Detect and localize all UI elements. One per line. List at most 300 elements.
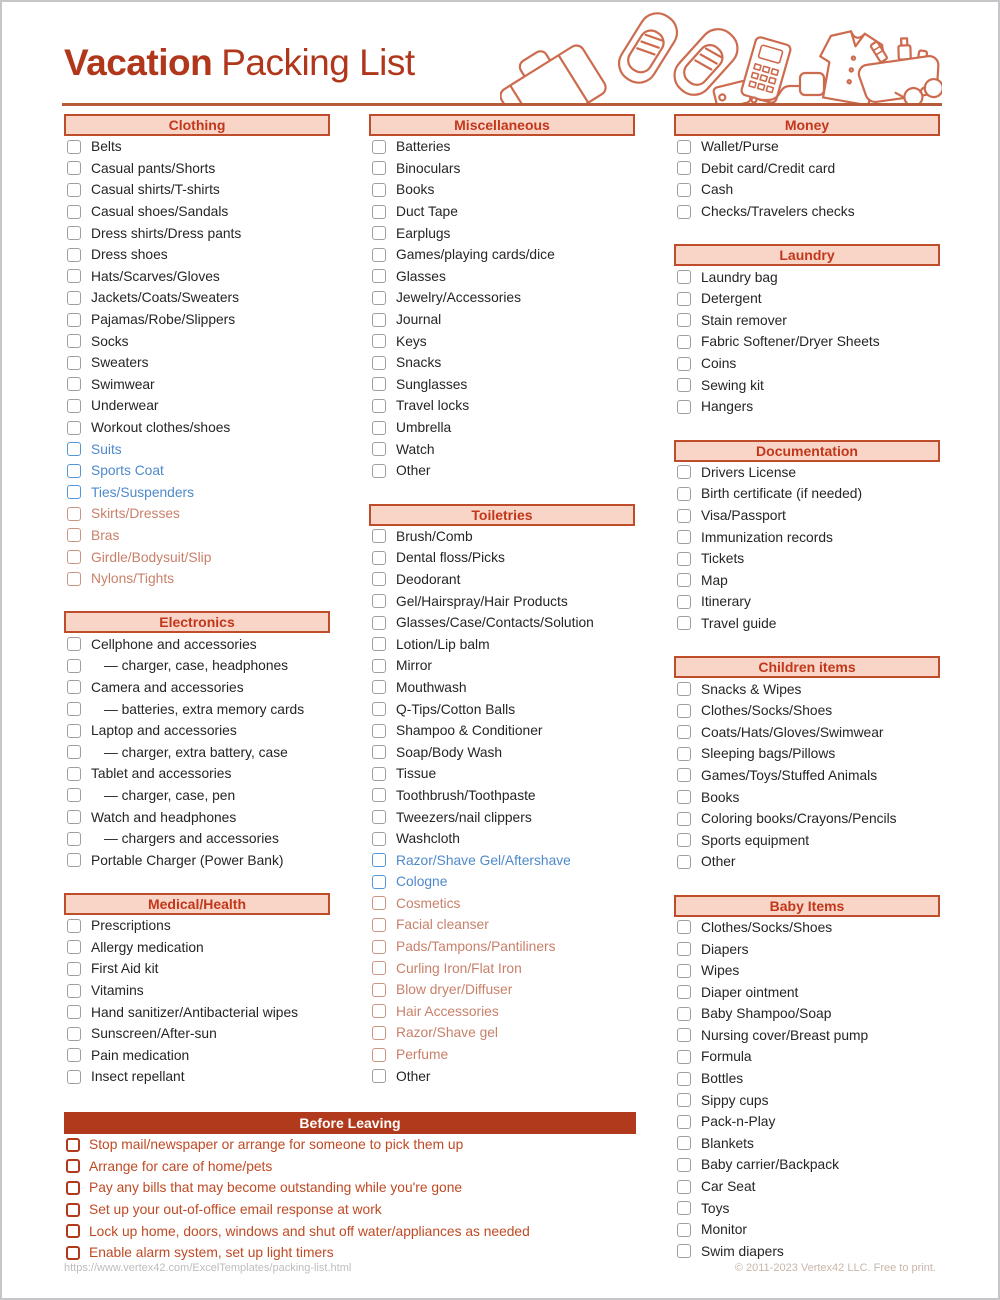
checkbox[interactable] — [677, 270, 691, 284]
checkbox[interactable] — [67, 550, 81, 564]
checklist-item — [64, 958, 330, 980]
before-leaving-title: Before Leaving — [64, 1112, 636, 1134]
checkbox[interactable] — [677, 1244, 691, 1258]
item-label: Hair Accessories — [396, 1003, 499, 1019]
checklist-item — [369, 309, 635, 331]
checkbox[interactable] — [67, 919, 81, 933]
checklist-item — [64, 633, 330, 655]
checkbox[interactable] — [372, 724, 386, 738]
checkbox[interactable] — [372, 745, 386, 759]
checklist-item — [64, 287, 330, 309]
checkbox[interactable] — [372, 140, 386, 154]
checkbox[interactable] — [67, 334, 81, 348]
checklist-item — [674, 721, 940, 743]
checkbox[interactable] — [67, 205, 81, 219]
checkbox[interactable] — [372, 810, 386, 824]
checklist-item — [64, 677, 330, 699]
checkbox[interactable] — [66, 1246, 80, 1260]
checkbox[interactable] — [677, 313, 691, 327]
checklist-item — [674, 353, 940, 375]
checkbox[interactable] — [372, 529, 386, 543]
checkbox[interactable] — [67, 507, 81, 521]
checkbox[interactable] — [372, 161, 386, 175]
checklist-item — [369, 828, 635, 850]
checkbox[interactable] — [372, 853, 386, 867]
checkbox[interactable] — [677, 205, 691, 219]
checklist-item — [369, 893, 635, 915]
checklist-item — [674, 548, 940, 570]
checkbox[interactable] — [677, 465, 691, 479]
checklist-item — [674, 765, 940, 787]
item-label: — charger, case, headphones — [104, 658, 289, 674]
checklist-item — [64, 1156, 636, 1178]
checkbox[interactable] — [67, 377, 81, 391]
checklist-item — [369, 1001, 635, 1023]
item-label: Watch — [396, 441, 435, 457]
checklist-item — [64, 1134, 636, 1156]
checkbox[interactable] — [677, 964, 691, 978]
item-label: Other — [396, 463, 431, 479]
item-label: Snacks & Wipes — [701, 681, 802, 697]
checklist-item — [674, 266, 940, 288]
checkbox[interactable] — [372, 1069, 386, 1083]
checklist-item — [674, 851, 940, 873]
checkbox[interactable] — [372, 875, 386, 889]
item-label: Visa/Passport — [701, 508, 786, 524]
checkbox[interactable] — [67, 637, 81, 651]
checkbox[interactable] — [67, 356, 81, 370]
item-label: Binoculars — [396, 160, 461, 176]
checklist-item — [674, 288, 940, 310]
checklist-item — [674, 1003, 940, 1025]
checkbox[interactable] — [372, 269, 386, 283]
item-label: Q-Tips/Cotton Balls — [396, 701, 516, 717]
section-electronics — [64, 611, 330, 871]
item-label: Bottles — [701, 1071, 744, 1087]
checkbox[interactable] — [372, 334, 386, 348]
checkbox[interactable] — [67, 724, 81, 738]
item-label: Coins — [701, 356, 737, 372]
checklist-item — [64, 482, 330, 504]
checkbox[interactable] — [677, 335, 691, 349]
checkbox[interactable] — [372, 1026, 386, 1040]
item-label: Mirror — [396, 658, 433, 674]
checkbox[interactable] — [67, 788, 81, 802]
checkbox[interactable] — [66, 1138, 80, 1152]
checklist-item — [674, 678, 940, 700]
checklist-item — [674, 201, 940, 223]
section-title: Medical/Health — [64, 893, 330, 915]
checklist-item — [64, 915, 330, 937]
checkbox[interactable] — [372, 896, 386, 910]
checklist-item — [64, 179, 330, 201]
checklist-item — [674, 981, 940, 1003]
item-label: Ties/Suspenders — [91, 484, 195, 500]
checkbox[interactable] — [677, 357, 691, 371]
checkbox[interactable] — [67, 810, 81, 824]
item-label: Stop mail/newspaper or arrange for someone to pick them up — [89, 1137, 464, 1153]
checkbox[interactable] — [677, 552, 691, 566]
checkbox[interactable] — [372, 961, 386, 975]
item-label: Dress shirts/Dress pants — [91, 225, 242, 241]
item-label: Wipes — [701, 963, 740, 979]
item-label: Camera and accessories — [91, 679, 244, 695]
checkbox[interactable] — [66, 1159, 80, 1173]
checklist-item — [369, 287, 635, 309]
item-label: Sports Coat — [91, 463, 164, 479]
item-label: Toothbrush/Toothpaste — [396, 787, 536, 803]
footer-copyright: © 2011-2023 Vertex42 LLC. Free to print. — [734, 1262, 936, 1274]
checklist-item — [369, 698, 635, 720]
checklist-item — [369, 438, 635, 460]
checklist-item — [674, 331, 940, 353]
checkbox[interactable] — [677, 1136, 691, 1150]
checklist-item — [674, 1111, 940, 1133]
checkbox[interactable] — [372, 1048, 386, 1062]
checklist-item — [369, 179, 635, 201]
checklist-item — [64, 1045, 330, 1067]
item-label: Bras — [91, 527, 120, 543]
checklist-item — [674, 1154, 940, 1176]
checkbox[interactable] — [677, 140, 691, 154]
checklist-item — [369, 266, 635, 288]
section-title: Clothing — [64, 114, 330, 136]
checklist-item — [64, 1177, 636, 1199]
item-label: Curling Iron/Flat Iron — [396, 960, 522, 976]
footer-url: https://www.vertex42.com/ExcelTemplates/packing-list.html — [64, 1262, 352, 1274]
item-label: Pads/Tampons/Pantiliners — [396, 939, 556, 955]
checkbox[interactable] — [67, 442, 81, 456]
checklist-item — [674, 505, 940, 527]
item-label: Debit card/Credit card — [701, 160, 836, 176]
section-baby-items — [674, 895, 940, 1263]
checkbox[interactable] — [677, 530, 691, 544]
item-label: Soap/Body Wash — [396, 744, 503, 760]
checkbox[interactable] — [67, 313, 81, 327]
item-label: Cellphone and accessories — [91, 636, 257, 652]
checklist-item — [64, 460, 330, 482]
item-label: Wallet/Purse — [701, 139, 779, 155]
checkbox[interactable] — [372, 680, 386, 694]
checklist-item — [674, 613, 940, 635]
checkbox[interactable] — [372, 226, 386, 240]
checkbox[interactable] — [677, 855, 691, 869]
checklist-item — [369, 720, 635, 742]
checkbox[interactable] — [372, 1004, 386, 1018]
checkbox[interactable] — [67, 680, 81, 694]
calculator-icon — [740, 36, 791, 104]
checkbox[interactable] — [372, 356, 386, 370]
item-label: Coats/Hats/Gloves/Swimwear — [701, 724, 884, 740]
checkbox[interactable] — [372, 464, 386, 478]
checkbox[interactable] — [372, 702, 386, 716]
checkbox[interactable] — [372, 183, 386, 197]
item-label: Swimwear — [91, 376, 155, 392]
column-middle — [369, 114, 635, 1087]
checklist-item — [674, 136, 940, 158]
checkbox[interactable] — [677, 812, 691, 826]
checkbox[interactable] — [372, 399, 386, 413]
item-label: — charger, case, pen — [104, 787, 236, 803]
section-documentation — [674, 440, 940, 635]
checkbox[interactable] — [67, 140, 81, 154]
checkbox[interactable] — [677, 920, 691, 934]
item-label: Toys — [701, 1200, 730, 1216]
checkbox[interactable] — [677, 1072, 691, 1086]
checklist-item — [64, 395, 330, 417]
checklist-item — [64, 158, 330, 180]
checkbox[interactable] — [67, 248, 81, 262]
checkbox[interactable] — [677, 790, 691, 804]
checklist-item — [369, 957, 635, 979]
item-label: Enable alarm system, set up light timers — [89, 1245, 334, 1261]
checklist-item — [369, 806, 635, 828]
item-label: Pain medication — [91, 1047, 190, 1063]
checkbox[interactable] — [372, 788, 386, 802]
section-title: Miscellaneous — [369, 114, 635, 136]
item-label: Nursing cover/Breast pump — [701, 1027, 869, 1043]
item-label: — charger, extra battery, case — [104, 744, 288, 760]
checklist-item — [369, 158, 635, 180]
checkbox[interactable] — [677, 292, 691, 306]
item-label: Skirts/Dresses — [91, 506, 180, 522]
item-label: Tickets — [701, 551, 745, 567]
checkbox[interactable] — [372, 594, 386, 608]
item-label: Lock up home, doors, windows and shut off water/appliances as needed — [89, 1223, 530, 1239]
item-label: Journal — [396, 312, 442, 328]
checklist-item — [64, 417, 330, 439]
checklist-item — [64, 849, 330, 871]
item-label: Laundry bag — [701, 269, 778, 285]
section-title: Children items — [674, 656, 940, 678]
item-label: Razor/Shave Gel/Aftershave — [396, 852, 571, 868]
item-label: Other — [396, 1068, 431, 1084]
checklist-item — [64, 937, 330, 959]
checklist-item — [674, 526, 940, 548]
item-label: Stain remover — [701, 312, 787, 328]
checklist-item — [674, 829, 940, 851]
checklist-item — [64, 568, 330, 590]
checklist-item — [369, 352, 635, 374]
checkbox[interactable] — [677, 682, 691, 696]
item-label: Monitor — [701, 1222, 748, 1238]
checkbox[interactable] — [66, 1181, 80, 1195]
checklist-item — [369, 460, 635, 482]
checklist-item — [64, 806, 330, 828]
item-label: Socks — [91, 333, 129, 349]
checklist-item — [369, 1044, 635, 1066]
checklist-item — [674, 743, 940, 765]
checkbox[interactable] — [67, 659, 81, 673]
checkbox[interactable] — [372, 421, 386, 435]
checklist-item — [64, 763, 330, 785]
checklist-item — [64, 1001, 330, 1023]
checklist-item — [64, 136, 330, 158]
page-title — [64, 42, 415, 84]
item-label: Glasses — [396, 268, 446, 284]
item-label: Tablet and accessories — [91, 766, 232, 782]
checkbox[interactable] — [67, 702, 81, 716]
item-label: Deodorant — [396, 571, 461, 587]
item-label: Portable Charger (Power Bank) — [91, 852, 284, 868]
checkbox[interactable] — [67, 940, 81, 954]
checklist-item — [369, 655, 635, 677]
checkbox[interactable] — [677, 400, 691, 414]
checkbox[interactable] — [67, 572, 81, 586]
checkbox[interactable] — [372, 377, 386, 391]
checkbox[interactable] — [67, 962, 81, 976]
checkbox[interactable] — [372, 940, 386, 954]
item-label: — chargers and accessories — [104, 831, 279, 847]
checkbox[interactable] — [372, 659, 386, 673]
checkbox[interactable] — [677, 1093, 691, 1107]
checkbox[interactable] — [677, 725, 691, 739]
checkbox[interactable] — [67, 745, 81, 759]
checkbox[interactable] — [66, 1224, 80, 1238]
item-label: Coloring books/Crayons/Pencils — [701, 811, 897, 827]
checkbox[interactable] — [677, 595, 691, 609]
item-label: Dress shoes — [91, 247, 168, 263]
item-label: Tweezers/nail clippers — [396, 809, 532, 825]
checklist-item — [64, 330, 330, 352]
checkbox[interactable] — [67, 528, 81, 542]
checkbox[interactable] — [677, 1201, 691, 1215]
item-label: Birth certificate (if needed) — [701, 486, 863, 502]
checkbox[interactable] — [677, 1158, 691, 1172]
item-label: Car Seat — [701, 1179, 756, 1195]
checklist-item — [369, 201, 635, 223]
checkbox[interactable] — [67, 1070, 81, 1084]
checklist-item — [64, 503, 330, 525]
checkbox[interactable] — [677, 1223, 691, 1237]
checklist-item — [64, 546, 330, 568]
checklist-item — [64, 741, 330, 763]
checklist-item — [369, 741, 635, 763]
checkbox[interactable] — [67, 269, 81, 283]
checklist-item — [369, 395, 635, 417]
item-label: Earplugs — [396, 225, 451, 241]
checkbox[interactable] — [677, 1028, 691, 1042]
item-label: — batteries, extra memory cards — [104, 701, 305, 717]
checkbox[interactable] — [677, 1180, 691, 1194]
checkbox[interactable] — [677, 509, 691, 523]
item-label: Detergent — [701, 291, 762, 307]
checklist-item — [369, 936, 635, 958]
item-label: Set up your out-of-office email response at work — [89, 1202, 382, 1218]
checklist-item — [64, 266, 330, 288]
section-title: Electronics — [64, 611, 330, 633]
checkbox[interactable] — [67, 399, 81, 413]
checkbox[interactable] — [372, 616, 386, 630]
item-label: Prescriptions — [91, 918, 171, 934]
checkbox[interactable] — [67, 853, 81, 867]
item-label: Washcloth — [396, 831, 460, 847]
checkbox[interactable] — [66, 1203, 80, 1217]
checkbox[interactable] — [67, 767, 81, 781]
checkbox[interactable] — [372, 551, 386, 565]
column-right — [674, 114, 940, 1262]
checkbox[interactable] — [372, 291, 386, 305]
checkbox[interactable] — [677, 378, 691, 392]
before-leaving-section — [64, 1112, 636, 1264]
checkbox[interactable] — [67, 485, 81, 499]
checklist-item — [674, 1025, 940, 1047]
checkbox[interactable] — [677, 942, 691, 956]
item-label: Keys — [396, 333, 427, 349]
checkbox[interactable] — [372, 572, 386, 586]
checkbox[interactable] — [67, 464, 81, 478]
section-medical-health — [64, 893, 330, 1088]
checklist-item — [674, 700, 940, 722]
checkbox[interactable] — [372, 832, 386, 846]
checkbox[interactable] — [677, 747, 691, 761]
item-label: Allergy medication — [91, 939, 204, 955]
checkbox[interactable] — [67, 421, 81, 435]
checkbox[interactable] — [372, 637, 386, 651]
checklist-item — [64, 1220, 636, 1242]
checklist-item — [369, 244, 635, 266]
checkbox[interactable] — [372, 767, 386, 781]
section-title: Documentation — [674, 440, 940, 462]
item-label: Immunization records — [701, 529, 833, 545]
checkbox[interactable] — [677, 1007, 691, 1021]
checkbox[interactable] — [372, 205, 386, 219]
item-label: Duct Tape — [396, 204, 458, 220]
checklist-item — [674, 938, 940, 960]
checkbox[interactable] — [372, 442, 386, 456]
checkbox[interactable] — [67, 1027, 81, 1041]
checklist-item — [674, 310, 940, 332]
checklist-item — [674, 1089, 940, 1111]
checklist-item — [674, 483, 940, 505]
item-label: Diapers — [701, 941, 749, 957]
checklist-item — [64, 785, 330, 807]
checkbox[interactable] — [372, 983, 386, 997]
section-laundry — [674, 244, 940, 417]
checkbox[interactable] — [67, 291, 81, 305]
checklist-item — [369, 871, 635, 893]
item-label: Baby carrier/Backpack — [701, 1157, 840, 1173]
checkbox[interactable] — [372, 248, 386, 262]
checkbox[interactable] — [677, 768, 691, 782]
checkbox[interactable] — [372, 918, 386, 932]
checkbox[interactable] — [67, 161, 81, 175]
checkbox[interactable] — [677, 573, 691, 587]
checkbox[interactable] — [372, 313, 386, 327]
checkbox[interactable] — [67, 226, 81, 240]
checklist-item — [64, 720, 330, 742]
checklist-item — [64, 438, 330, 460]
checkbox[interactable] — [677, 1050, 691, 1064]
checkbox[interactable] — [677, 183, 691, 197]
checkbox[interactable] — [67, 1005, 81, 1019]
checkbox[interactable] — [677, 704, 691, 718]
checkbox[interactable] — [677, 487, 691, 501]
checklist-item — [369, 914, 635, 936]
checkbox[interactable] — [677, 616, 691, 630]
item-label: Hand sanitizer/Antibacterial wipes — [91, 1004, 299, 1020]
checklist-item — [64, 201, 330, 223]
checkbox[interactable] — [677, 161, 691, 175]
checkbox[interactable] — [677, 1115, 691, 1129]
checkbox[interactable] — [67, 183, 81, 197]
checkbox[interactable] — [67, 1048, 81, 1062]
checkbox[interactable] — [677, 985, 691, 999]
item-label: Snacks — [396, 355, 442, 371]
checkbox[interactable] — [67, 832, 81, 846]
checkbox[interactable] — [67, 984, 81, 998]
checkbox[interactable] — [677, 833, 691, 847]
